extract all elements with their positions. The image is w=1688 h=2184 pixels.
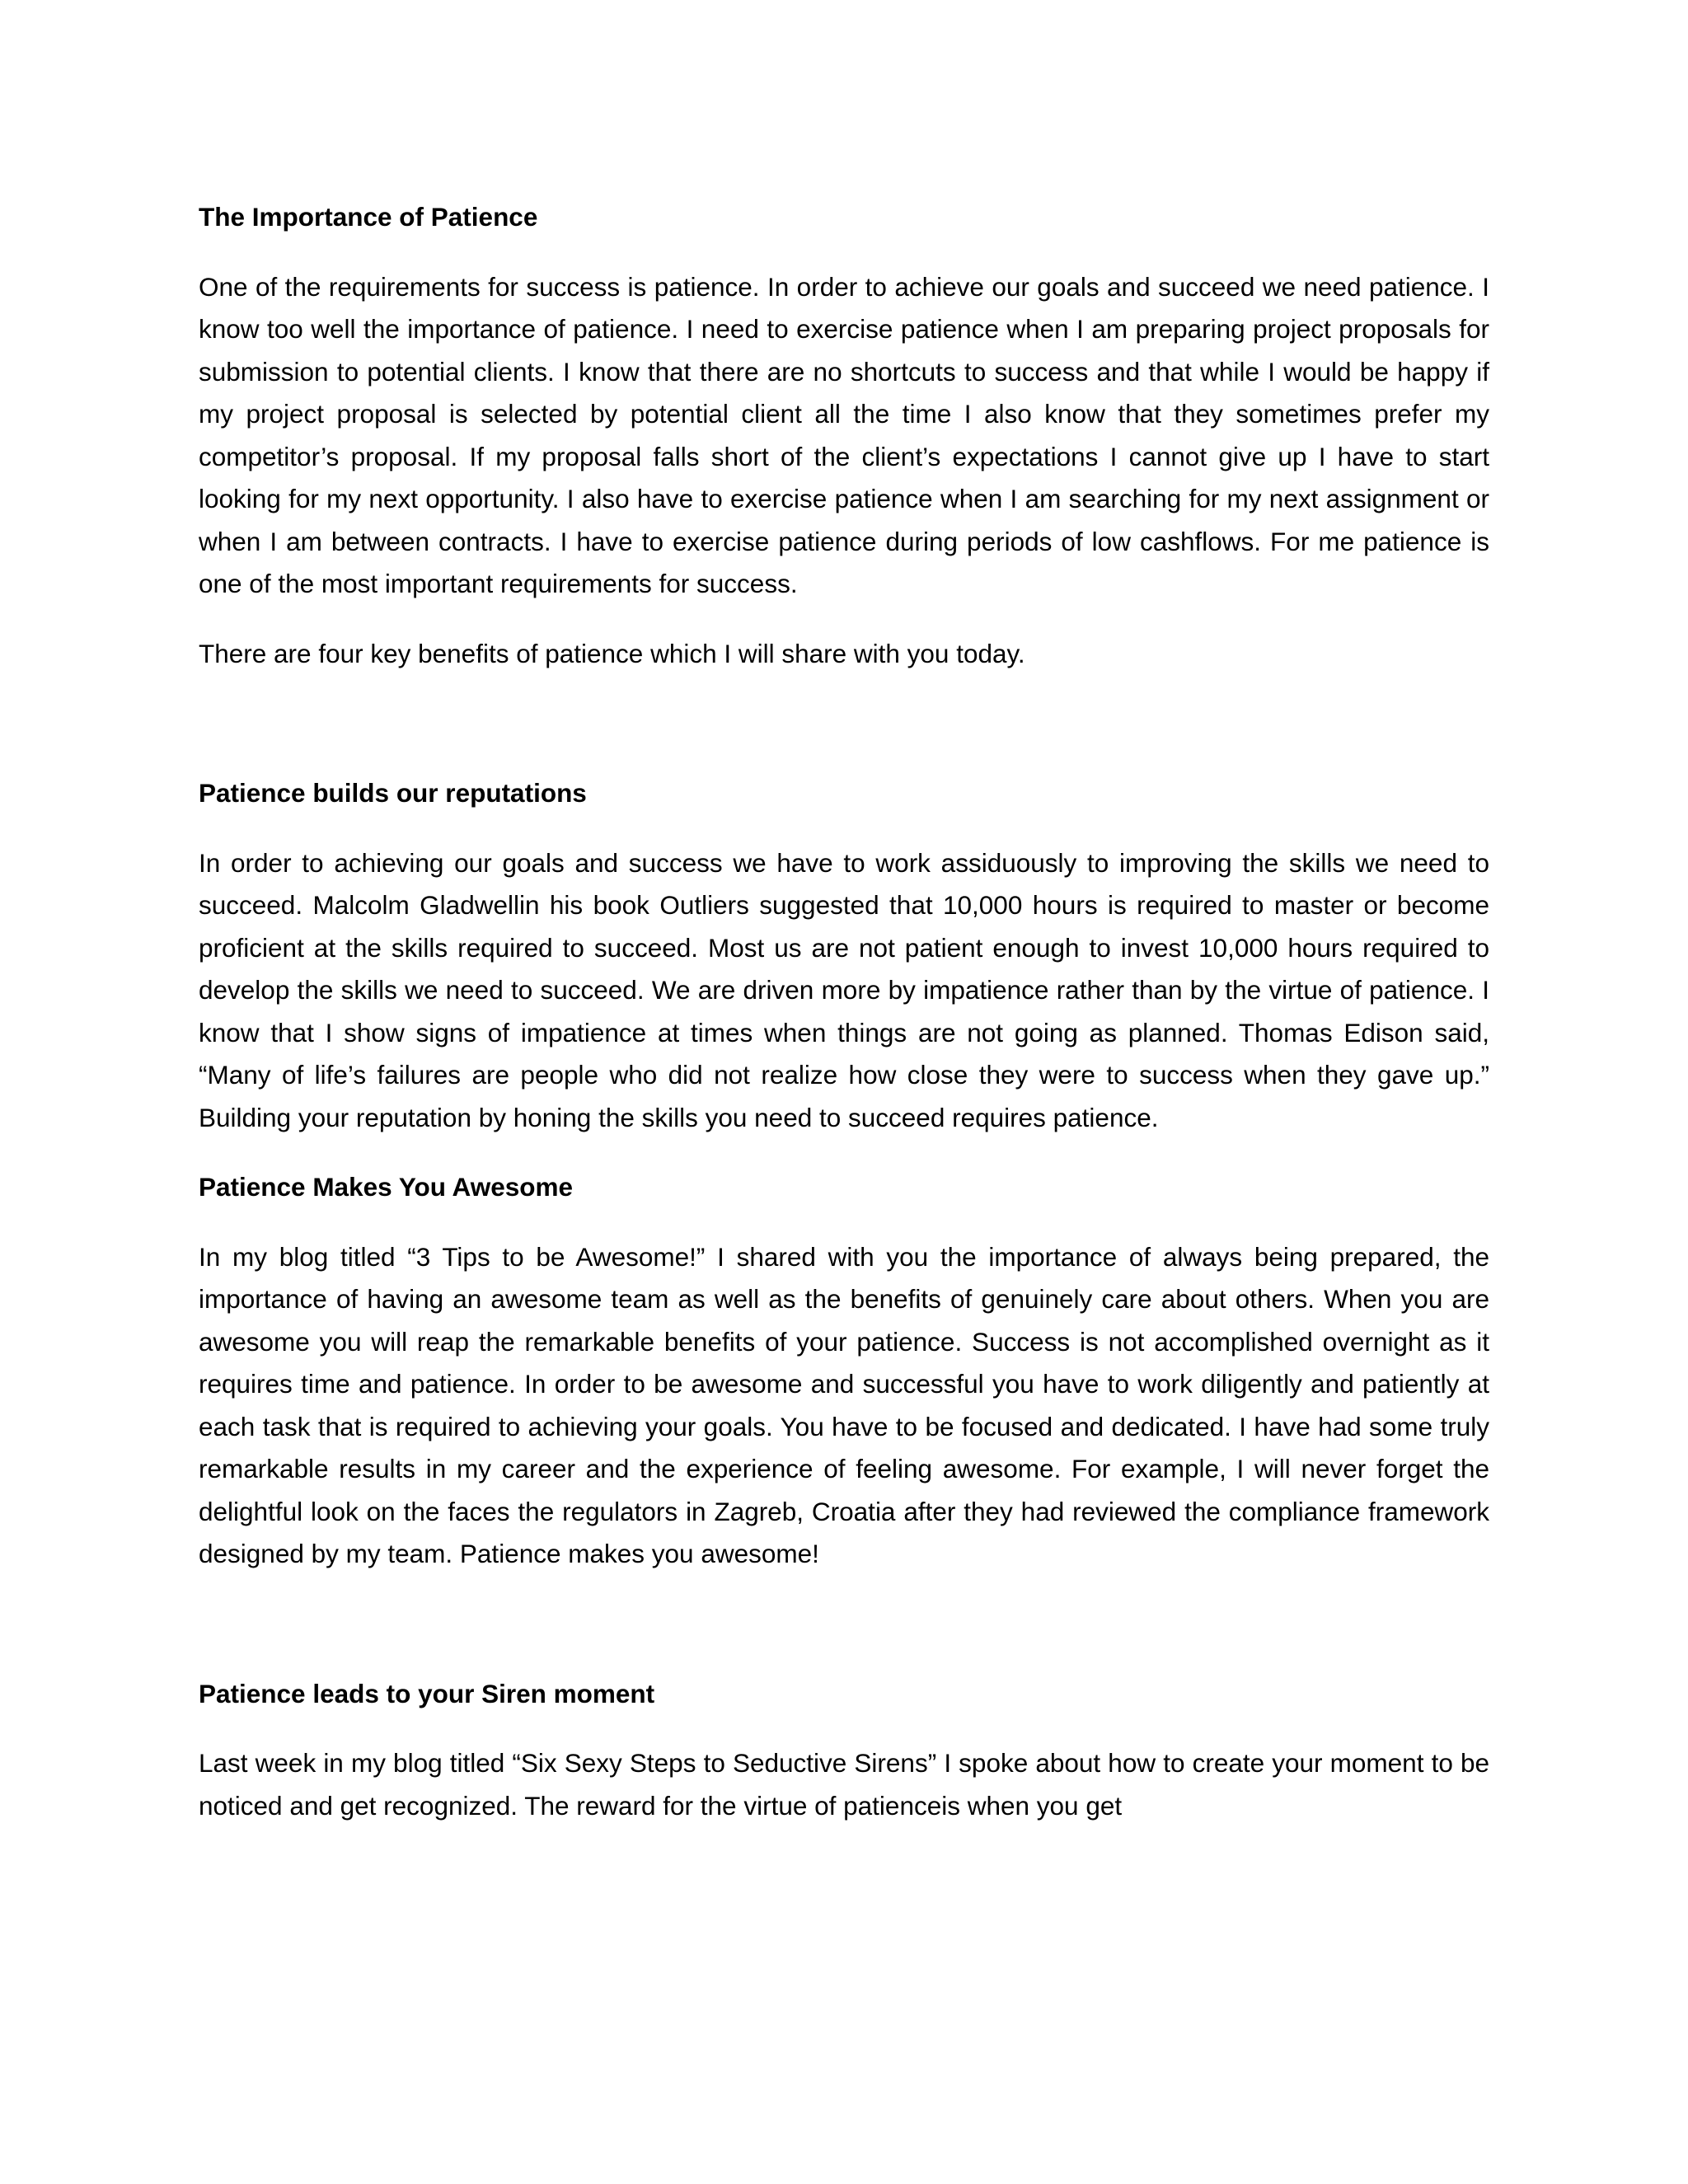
paragraph-makes-you-awesome: In my blog titled “3 Tips to be Awesome!” I shared with you the importance of always being prepared, the importance of having an awesome team as well as the benefits of genuinely care about others. When you are awesome you will reap the remarkable benefits of your patience. Success is not accomplished overnight as it requires time and patience. In order to be awesome and successful you have to work diligently and patiently at each task that is required to achieving your goals. You have to be focused and dedicated. I have had some truly remarkable results in my career and the experience of feeling awesome. For example, I will never forget the delightful look on the faces the regulators in Zagreb, Croatia after they had reviewed the compliance framework designed by my team. Patience makes you awesome! — [199, 1241, 1489, 1568]
section-heading-makes-you-awesome: Patience Makes You Awesome — [199, 1172, 574, 1202]
spacer — [199, 1603, 1489, 1673]
section-heading-siren-moment: Patience leads to your Siren moment — [199, 1678, 655, 1708]
document-body — [199, 196, 1489, 1854]
paragraph-importance-intro: One of the requirements for success is patience. In order to achieve our goals and succeed we need patience. I know too well the importance of patience. I need to exercise patience when I am preparing project proposals for submission to potential clients. I know that there are no shortcuts to success and that while I would be happy if my project proposal is selected by potential client all the time I also know that they sometimes prefer my competitor’s proposal. If my proposal falls short of the client’s expectations I cannot give up I have to start looking for my next opportunity. I also have to exercise patience when I am searching for my next assignment or when I am between contracts. I have to exercise patience during periods of low cashflows. For me patience is one of the most important requirements for success. — [199, 271, 1489, 598]
section-heading-builds-reputations: Patience builds our reputations — [199, 778, 587, 808]
paragraph-siren-moment: Last week in my blog titled “Six Sexy Steps to Seductive Sirens” I spoke about how to create your moment to be noticed and get recognized. The reward for the virtue of patienceis when you get — [199, 1748, 1489, 1821]
paragraph-builds-reputations: In order to achieving our goals and success we have to work assiduously to improving the skills we need to succeed. Malcolm Gladwellin his book Outliers suggested that 10,000 hours is required to master or become proficient at the skills required to succeed. Most us are not patient enough to invest 10,000 hours required to develop the skills we need to succeed. We are driven more by impatience rather than by the virtue of patience. I know that I show signs of impatience at times when things are not going as planned. Thomas Edison said, “Many of life’s failures are people who did not realize how close they were to success when they gave up.” Building your reputation by honing the skills you need to succeed requires patience. — [199, 847, 1489, 1132]
spacer — [199, 702, 1489, 772]
paragraph-four-benefits: There are four key benefits of patience which I will share with you today. — [199, 638, 1025, 668]
section-heading-importance-of-patience: The Importance of Patience — [199, 202, 538, 232]
